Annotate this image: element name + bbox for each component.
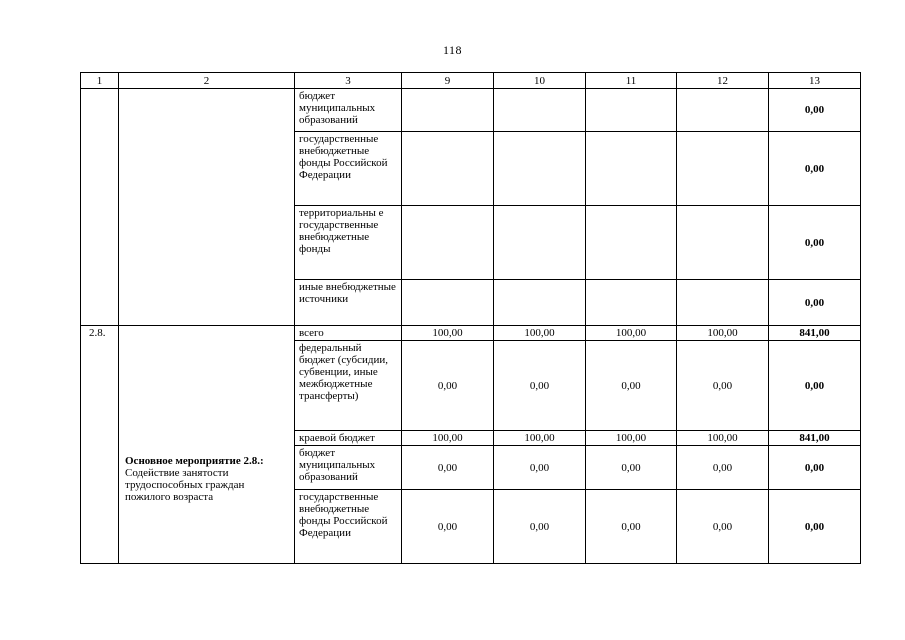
value-cell (402, 89, 494, 132)
value-cell: 100,00 (586, 326, 677, 341)
funding-source: всего (295, 326, 402, 341)
column-header-11: 11 (586, 73, 677, 89)
item-title-cell (119, 326, 295, 564)
value-cell (677, 206, 769, 280)
value-cell (402, 206, 494, 280)
value-cell: 0,00 (677, 446, 769, 490)
item-name-cell-empty (119, 89, 295, 326)
column-header-10: 10 (494, 73, 586, 89)
value-cell (494, 206, 586, 280)
table-row (81, 326, 861, 341)
value-cell: 100,00 (677, 431, 769, 446)
value-cell (586, 206, 677, 280)
funding-source: государственные внебюджетные фонды Российской Федерации (295, 132, 402, 206)
column-header-12: 12 (677, 73, 769, 89)
page-number: 118 (442, 43, 463, 57)
funding-source: федеральный бюджет (субсидии, субвенции, иные межбюджетные трансферты) (295, 341, 402, 431)
value-cell: 100,00 (402, 431, 494, 446)
funding-source: иные внебюджетные источники (295, 280, 402, 326)
column-header-1: 1 (81, 73, 119, 89)
value-cell (586, 89, 677, 132)
value-cell: 100,00 (586, 431, 677, 446)
item-title-text: Содействие занятости трудоспособных граждан пожилого возраста (125, 466, 245, 503)
budget-table (80, 72, 861, 564)
total-cell: 0,00 (769, 341, 861, 431)
value-cell: 0,00 (586, 341, 677, 431)
column-header-13: 13 (769, 73, 861, 89)
item-title-bold: Основное мероприятие 2.8.: (125, 454, 264, 467)
value-cell (677, 132, 769, 206)
value-cell: 100,00 (677, 326, 769, 341)
value-cell (586, 280, 677, 326)
column-header-2: 2 (119, 73, 295, 89)
value-cell: 100,00 (494, 431, 586, 446)
value-cell (494, 89, 586, 132)
funding-source: бюджет муниципальных образований (295, 89, 402, 132)
total-cell: 841,00 (769, 326, 861, 341)
funding-source: краевой бюджет (295, 431, 402, 446)
value-cell (402, 280, 494, 326)
value-cell (677, 280, 769, 326)
value-cell (494, 280, 586, 326)
value-cell (402, 132, 494, 206)
total-cell: 0,00 (769, 446, 861, 490)
value-cell: 0,00 (402, 446, 494, 490)
funding-source: государственные внебюджетные фонды Российской Федерации (295, 490, 402, 564)
column-header-9: 9 (402, 73, 494, 89)
value-cell (494, 132, 586, 206)
value-cell: 0,00 (494, 446, 586, 490)
funding-source: бюджет муниципальных образований (295, 446, 402, 490)
value-cell: 0,00 (402, 490, 494, 564)
item-number: 2.8. (81, 326, 119, 564)
value-cell: 0,00 (677, 341, 769, 431)
value-cell: 0,00 (494, 490, 586, 564)
value-cell: 0,00 (586, 446, 677, 490)
item-number-cell-empty (81, 89, 119, 326)
header-row (81, 73, 861, 89)
table-row (81, 89, 861, 132)
value-cell: 0,00 (586, 490, 677, 564)
value-cell: 100,00 (494, 326, 586, 341)
value-cell: 100,00 (402, 326, 494, 341)
value-cell (586, 132, 677, 206)
value-cell: 0,00 (494, 341, 586, 431)
total-cell: 0,00 (769, 490, 861, 564)
funding-source: территориальны е государственные внебюджетные фонды (295, 206, 402, 280)
table-header (81, 73, 861, 89)
column-header-3: 3 (295, 73, 402, 89)
value-cell (677, 89, 769, 132)
total-cell: 0,00 (769, 89, 861, 132)
value-cell: 0,00 (402, 341, 494, 431)
total-cell: 0,00 (769, 132, 861, 206)
total-cell: 841,00 (769, 431, 861, 446)
total-cell: 0,00 (769, 206, 861, 280)
total-cell: 0,00 (769, 280, 861, 326)
value-cell: 0,00 (677, 490, 769, 564)
